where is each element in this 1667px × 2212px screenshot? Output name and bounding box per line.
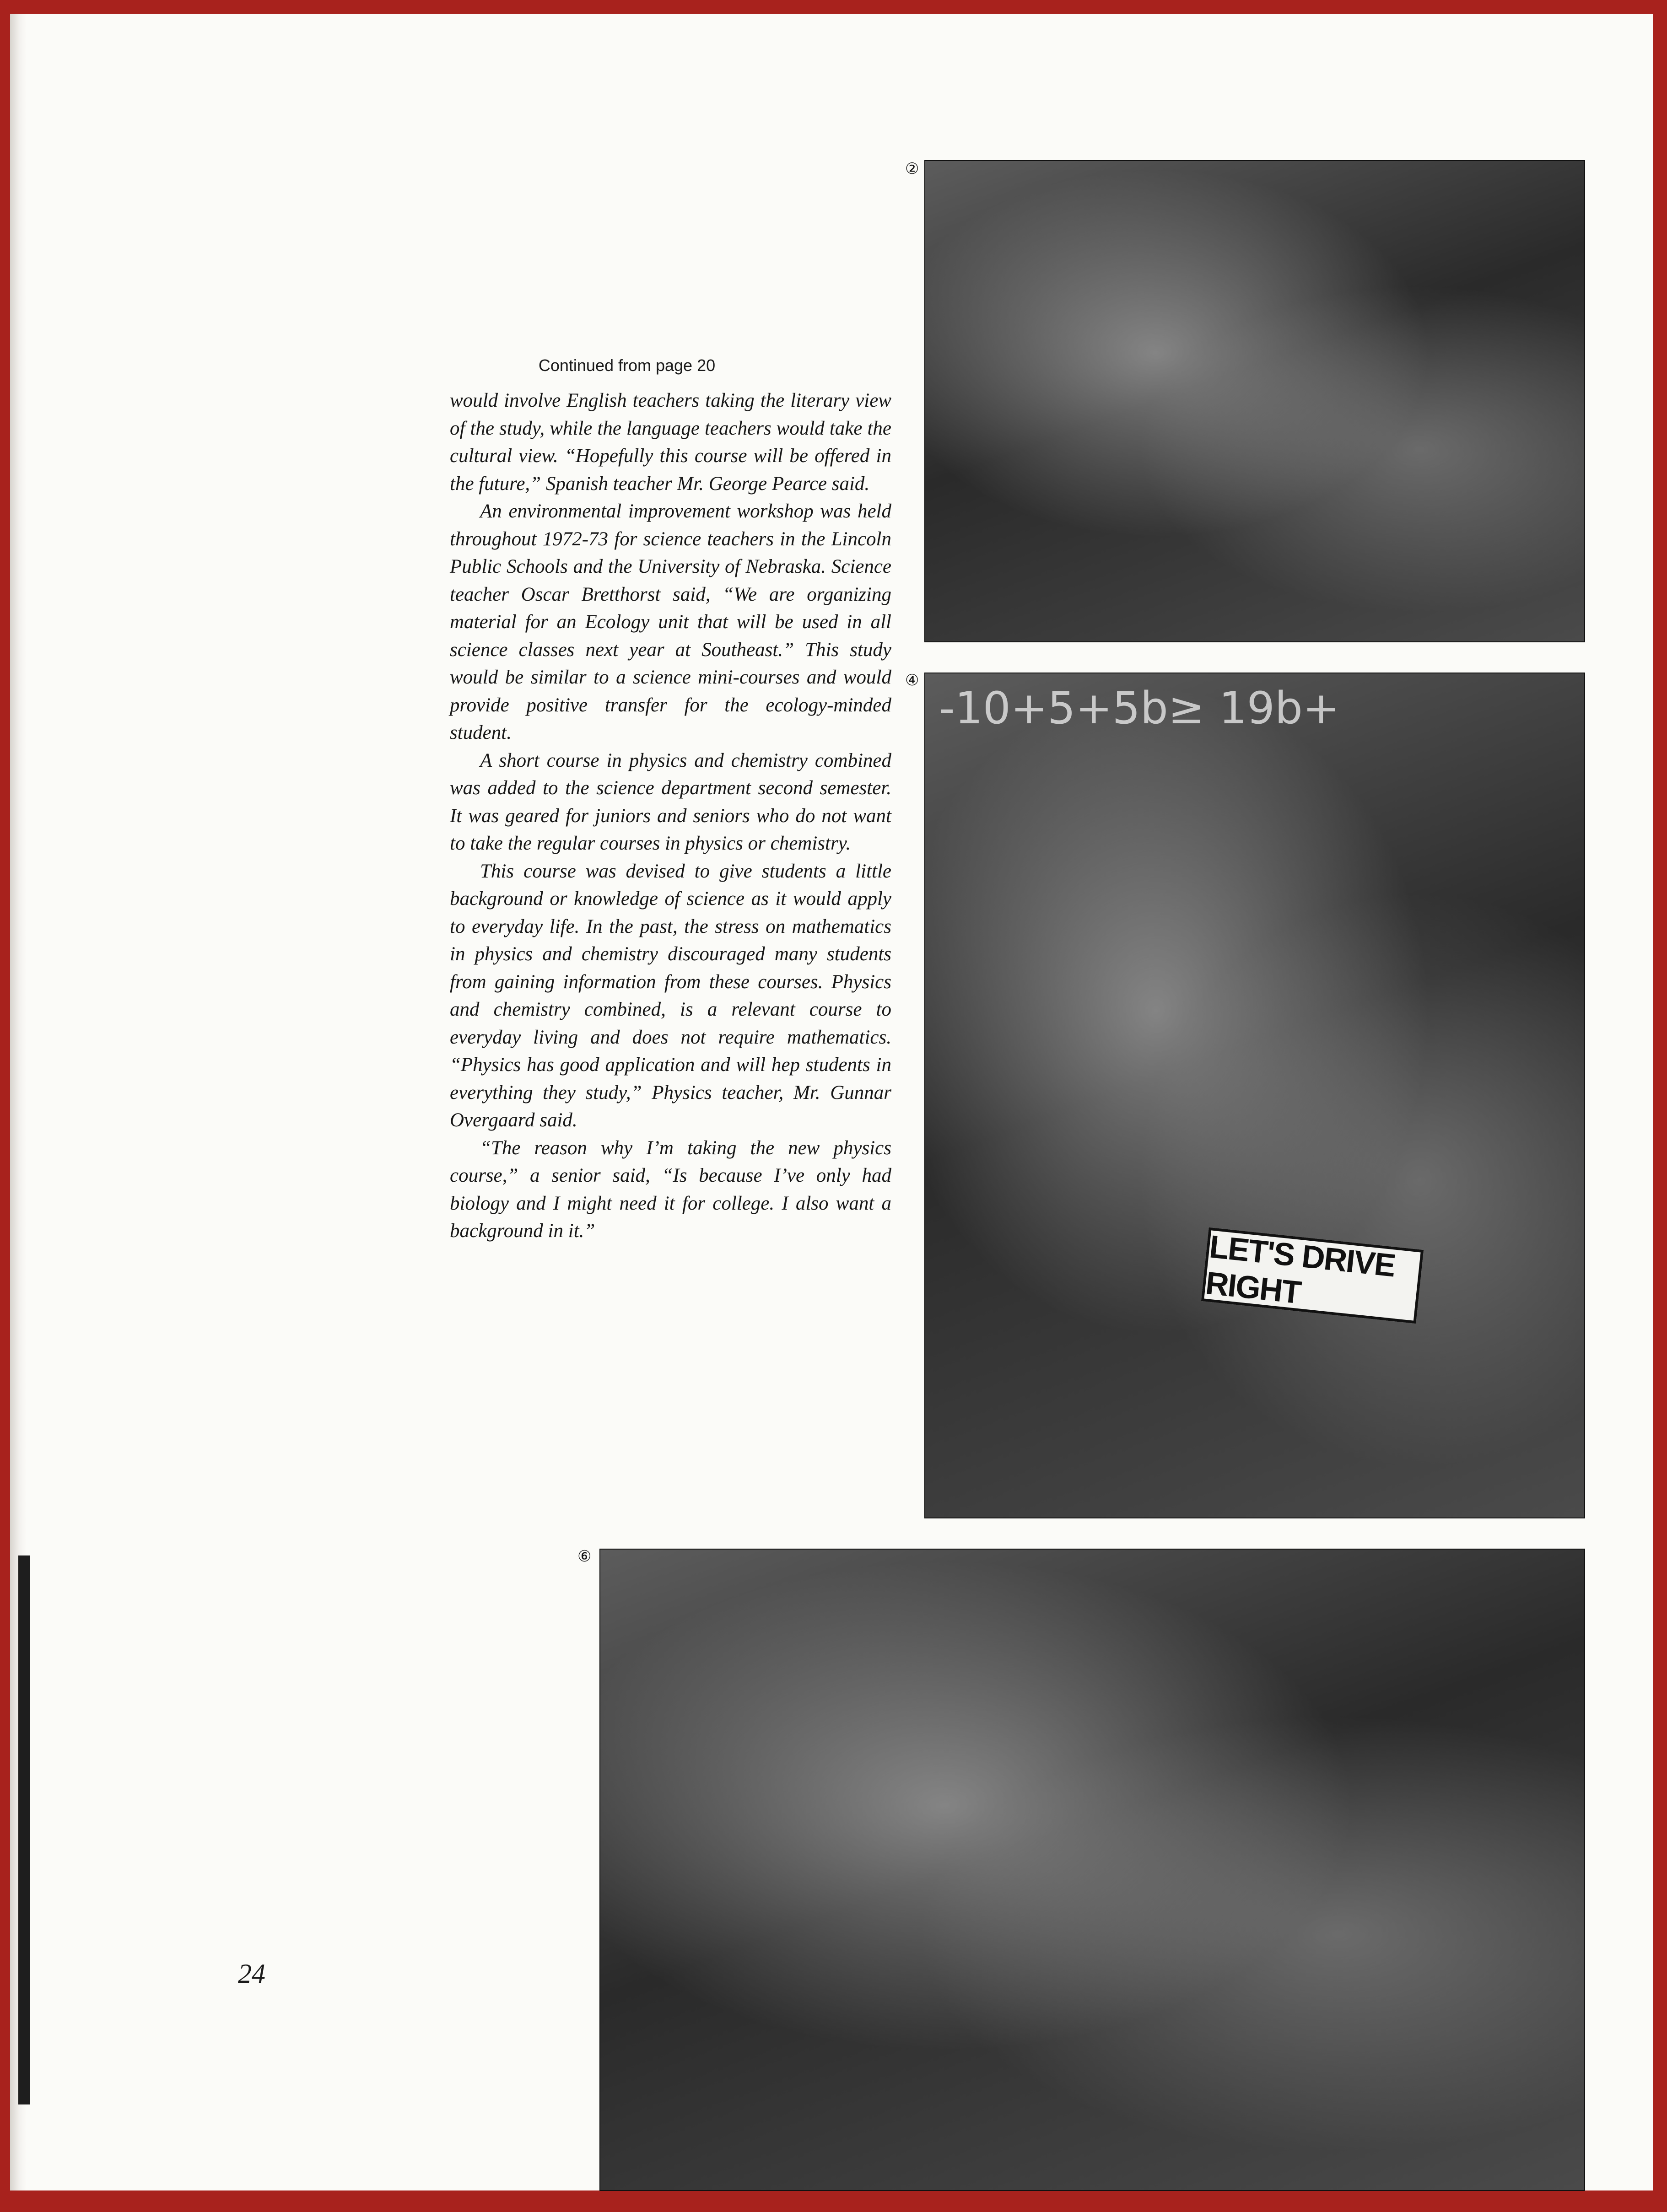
page-number: 24 <box>238 1959 265 1989</box>
photo-teachers-at-desk <box>924 160 1585 642</box>
photo-teacher-at-chalkboard <box>924 673 1585 1518</box>
photo-students-group <box>599 1549 1585 2191</box>
article-paragraph: “The reason why I’m taking the new physics course,” a senior said, “Is because I’ve only had biology and I might need it for college. I also want a background in it.” <box>450 1137 891 1242</box>
photo-number-2: ② <box>905 160 919 178</box>
article-paragraph: would involve English teachers taking the literary view of the study, while the language teachers would take the cultural view. “Hopefully this course will be offered in the future,” Spanish teacher Mr. George Pearce said. <box>450 390 891 495</box>
photo-number-6: ⑥ <box>577 1547 592 1566</box>
article-paragraph: A short course in physics and chemistry combined was added to the science department second semester. It was geared for juniors and seniors who do not want to take the regular courses in physics or chemistry. <box>450 749 891 854</box>
article-paragraph: An environmental improvement workshop was held throughout 1972-73 for science teachers in the Lincoln Public Schools and the University of Nebraska. Science teacher Oscar Bretthorst said, “We are organizing material for an Ecology unit that will be used in all science classes next year at Southeast.” This study would be similar to a science mini-courses and would provide positive transfer for the ecology-minded student. <box>450 501 891 743</box>
article-text <box>450 387 891 1245</box>
article-paragraph: This course was devised to give students a little background or knowledge of science as it would apply to everyday life. In the past, the stress on mathematics in physics and chemistry discouraged many students from gaining information from these courses. Physics and chemistry combined, is a relevant course to everyday living and does not require mathematics. “Physics has good application and will hep students in everything they study,” Physics teacher, Mr. Gunnar Overgaard said. <box>450 860 891 1131</box>
continued-note: Continued from page 20 <box>538 356 716 375</box>
driving-sign: LET'S DRIVE RIGHT <box>1201 1227 1424 1324</box>
chalkboard-writing: -10+5+5b≥ 19b+ <box>939 683 1340 734</box>
binding-shadow <box>18 1555 30 2104</box>
photo-number-4: ④ <box>905 671 919 689</box>
